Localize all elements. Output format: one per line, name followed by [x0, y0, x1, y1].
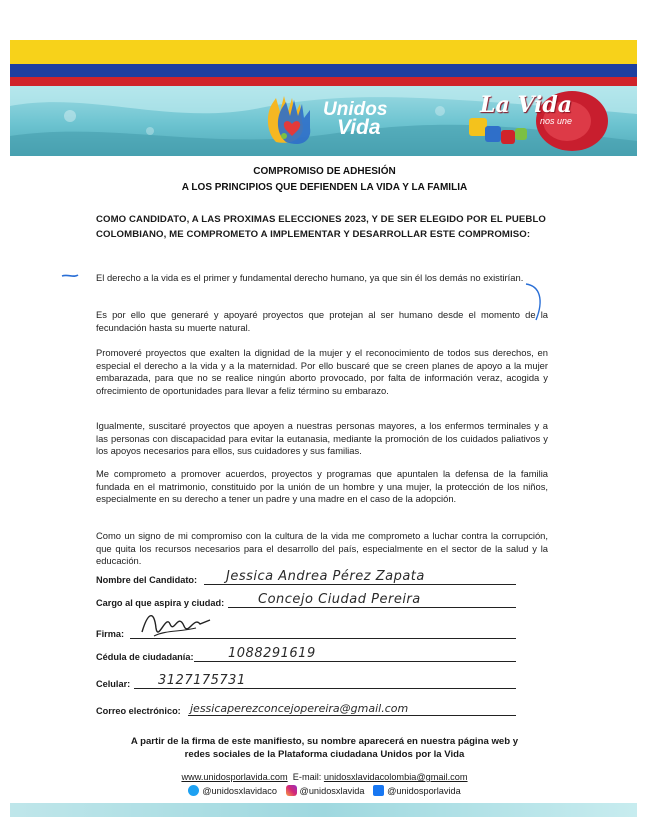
instagram-link[interactable] — [286, 785, 365, 796]
social-links — [0, 785, 649, 796]
bottom-decorative-strip — [10, 803, 637, 817]
email-label: Correo electrónico: — [96, 706, 181, 716]
contact-email-link[interactable]: unidosxlavidacolombia@gmail.com — [323, 772, 468, 782]
position-city-label: Cargo al que aspira y ciudad: — [96, 598, 225, 608]
handwritten-signature — [136, 602, 216, 648]
paragraph-1: El derecho a la vida es el primer y fundamental derecho humano, ya que sin él los demás no existirían. — [96, 272, 524, 283]
email-field[interactable] — [96, 702, 516, 718]
id-number-label: Cédula de ciudadanía: — [96, 652, 194, 662]
flag-blue-band — [10, 64, 637, 77]
logo-line2: Vida — [337, 116, 381, 139]
paragraph-3: Promoveré proyectos que exalten la dignidad de la mujer y el reconocimiento de todos sus derechos, en especial el derecho a la vida y a la maternidad. Por ello buscaré que se creen planes de apoyo a la mujer embarazada, para que no se realice ningún aborto provocado, por falta de información veraz, acogida y ofrecimiento de oportunidades para llevar a feliz término su embarazo. — [96, 347, 548, 396]
candidate-name-label: Nombre del Candidato: — [96, 575, 198, 585]
phone-value: 3127175731 — [158, 673, 246, 688]
email-prefix: E-mail: — [292, 772, 324, 782]
flag-red-band — [10, 77, 637, 86]
phone-label: Celular: — [96, 679, 131, 689]
flag-yellow-band — [10, 40, 637, 64]
paragraph-4: Igualmente, suscitaré proyectos que apoyen a nuestras personas mayores, a los enfermos terminales y a las personas con discapacidad para evitar la eutanasia, mediante la promoción de los cuidados paliativos y los apoyos necesarios para ellos, sus cuidadores y sus familias. — [96, 420, 548, 457]
unidos-vida-logo-text — [323, 101, 387, 137]
twitter-handle: @unidosxlavidaco — [202, 785, 277, 796]
instagram-icon — [286, 785, 297, 796]
phone-field[interactable] — [96, 675, 516, 691]
facebook-link[interactable] — [373, 785, 461, 796]
email-value: jessicaperezconcejopereira@gmail.com — [190, 702, 409, 715]
website-link[interactable]: www.unidosporlavida.com — [181, 772, 288, 782]
phone-line — [134, 688, 516, 689]
footer-note-line1: A partir de la firma de este manifiesto, su nombre aparecerá en nuestra página web y — [130, 736, 519, 747]
position-city-line — [228, 607, 516, 608]
id-number-field[interactable] — [96, 648, 516, 664]
pen-tick-mark — [60, 270, 80, 284]
id-number-line — [194, 661, 516, 662]
paragraph-6: Como un signo de mi compromiso con la cultura de la vida me comprometo a luchar contra la corrupción, que quita los recursos necesarios para el desarrollo del país, especialmente en el sector de la salud y la educación. — [96, 530, 548, 567]
paragraph-2: Es por ello que generaré y apoyaré proyectos que protejan al ser humano desde el momento de la fecundación hasta su muerte natural. — [96, 309, 548, 333]
candidate-name-line — [204, 584, 516, 585]
commitment-intro: COMO CANDIDATO, A LAS PROXIMAS ELECCIONES 2023, Y DE SER ELEGIDO POR EL PUEBLO COLOMBIANO, ME COMPROMETO A IMPLEMENTAR Y DESARROLLAR ESTE COMPROMISO: — [96, 214, 546, 240]
signature-label: Firma: — [96, 629, 125, 639]
pen-bracket-mark — [522, 280, 548, 330]
candidate-name-field[interactable] — [96, 571, 516, 587]
twitter-link[interactable] — [188, 785, 277, 796]
candidate-name-value: Jessica Andrea Pérez Zapata — [226, 569, 425, 584]
footer-note — [0, 735, 649, 761]
contact-line — [0, 771, 649, 784]
position-city-value: Concejo Ciudad Pereira — [258, 592, 421, 607]
document-subtitle: A LOS PRINCIPIOS QUE DEFIENDEN LA VIDA Y LA FAMILIA — [181, 182, 468, 193]
paragraph-5: Me comprometo a promover acuerdos, proyectos y programas que apuntalen la defensa de la familia fundada en el matrimonio, constituido por la unión de un hombre y una mujer, la protección de los niños, especialmente en su derecho a tener un padre y una madre en el caso de la adopción. — [96, 468, 548, 505]
logo-line1: Unidos — [323, 99, 388, 120]
id-number-value: 1088291619 — [228, 646, 316, 661]
facebook-handle: @unidosporlavida — [387, 785, 461, 796]
instagram-handle: @unidosxlavida — [299, 785, 365, 796]
facebook-icon — [373, 785, 384, 796]
hands-logo-icon — [262, 92, 322, 148]
document-title: COMPROMISO DE ADHESIÓN — [253, 166, 396, 177]
seal-subtitle: nos une — [540, 116, 573, 126]
email-line — [188, 715, 516, 716]
seal-title: La Vida — [480, 92, 573, 118]
footer-note-line2: redes sociales de la Plataforma ciudadana Unidos por la Vida — [184, 749, 465, 760]
twitter-icon — [188, 785, 199, 796]
